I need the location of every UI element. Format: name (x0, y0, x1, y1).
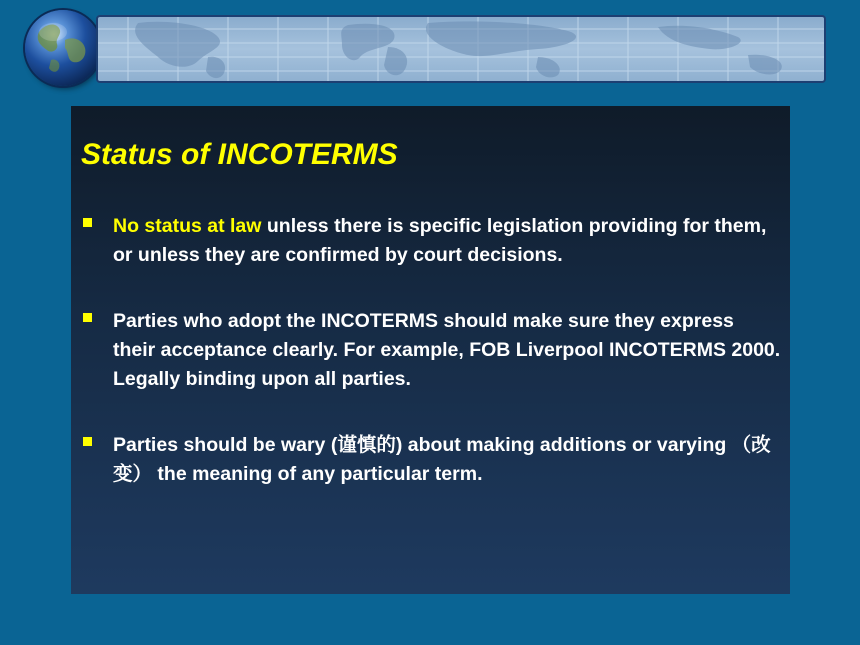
bullet-item (81, 431, 781, 489)
content-panel (71, 106, 790, 594)
bullet-text (113, 434, 771, 485)
world-map-icon (96, 15, 826, 83)
globe-icon (25, 10, 101, 86)
bullet-highlight: No status at law (113, 215, 262, 237)
bullet-list (81, 212, 781, 526)
square-bullet-icon (83, 313, 92, 322)
bullet-item (81, 307, 781, 394)
bullet-text (113, 310, 780, 390)
square-bullet-icon (83, 218, 92, 227)
bullet-body: Parties who adopt the INCOTERMS should make sure they express their acceptance clearly. For example, FOB Liverpool INCOTERMS 2000. Legally binding upon all parties. (113, 310, 781, 390)
bullet-text (113, 215, 766, 266)
slide-title: Status of INCOTERMS (81, 138, 398, 171)
bullet-body: Parties should be wary (谨慎的) about making additions or varying （改变） the meaning of any particular term. (113, 434, 771, 485)
square-bullet-icon (83, 437, 92, 446)
bullet-body: unless there is specific legislation providing for them, or unless they are confirmed by court decisions. (113, 215, 767, 266)
bullet-item (81, 212, 781, 270)
